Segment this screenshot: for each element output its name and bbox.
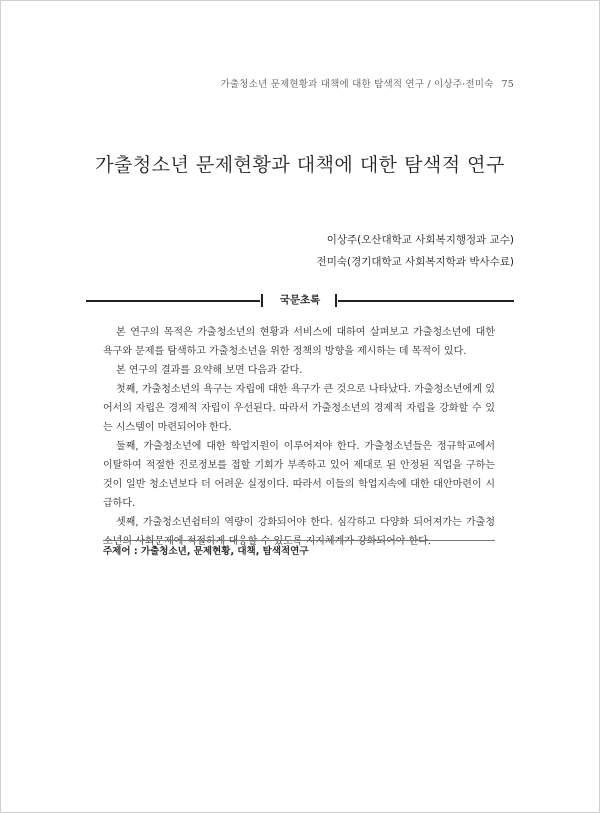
abstract-paragraph: 둘째, 가출청소년에 대한 학업지원이 이루어져야 한다. 가출청소년들은 정규학교에서 이탈하여 적절한 진로정보를 접할 기회가 부족하고 있어 제대로 된 안정된 직업을 구하는 것이 일반 청소년보다 더 어려운 실정이다. 따라서 이들의 학업지속에 대한 대안마련이 시급하다.: [103, 441, 495, 509]
abstract-paragraph: 본 연구의 결과를 요약해 보면 다음과 같다.: [116, 365, 303, 376]
abstract-heading: 국문초록: [279, 294, 321, 306]
abstract-paragraph: 본 연구의 목적은 가출청소년의 현황과 서비스에 대하여 살펴보고 가출청소년에 대한 욕구와 문제를 탐색하고 가출청소년을 위한 정책의 방향을 제시하는 데 목적이 있다.: [103, 327, 495, 357]
author-1: 이상주(오산대학교 사회복지행정과 교수): [326, 234, 514, 246]
rule-line-right: [338, 300, 514, 302]
abstract-heading-rule: [86, 292, 514, 308]
abstract-paragraph: 셋째, 가출청소년쉼터의 역량이 강화되어야 한다. 심각하고 다양화 되어져가는 가출청소년의 사회문제에 적절하게 대응할 수 있도록 지지체계가 강화되어야 한다.: [103, 517, 495, 547]
abstract-body: [103, 323, 495, 551]
keywords: 주제어 : 가출청소년, 문제현황, 대책, 탐색적연구: [103, 540, 495, 560]
paper-title: 가출청소년 문제현황과 대책에 대한 탐색적 연구: [95, 154, 505, 176]
author-block: [317, 229, 514, 273]
rule-cap-right: [335, 294, 337, 307]
rule-line-left: [86, 300, 260, 302]
running-header: [221, 76, 514, 90]
running-header-text: 가출청소년 문제현황과 대책에 대한 탐색적 연구 / 이상주·전미숙: [220, 79, 494, 90]
author-2: 전미숙(경기대학교 사회복지학과 박사수료): [316, 256, 514, 268]
abstract-paragraph: 첫째, 가출청소년의 욕구는 자립에 대한 욕구가 큰 것으로 나타났다. 가출청소년에게 있어서의 자립은 경제적 자립이 우선된다. 따라서 가출청소년의 경제적 자립을 강화할 수 있는 시스템이 마련되어야 한다.: [103, 384, 495, 433]
page-number: 75: [501, 79, 514, 90]
